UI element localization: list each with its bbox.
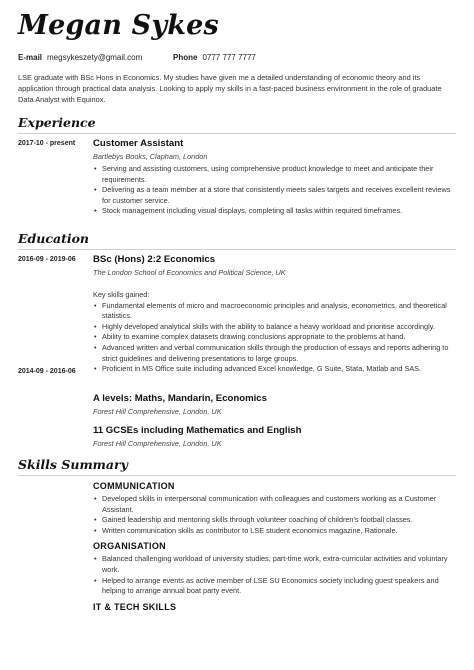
education-divider xyxy=(18,249,456,250)
skill-bullets xyxy=(93,494,455,536)
phone-group xyxy=(173,53,373,62)
education-date: 2016-09 - 2019-06 xyxy=(18,256,76,263)
list-item: • Helped to arrange events as active member of LSE SU Economics society including guest speakers and helping to arrange annual boat party event. xyxy=(93,576,455,597)
skills-list xyxy=(93,481,455,612)
skills-divider xyxy=(18,475,456,476)
school-name: Forest Hill Comprehensive, London, UK xyxy=(93,407,222,416)
degree-title: 11 GCSEs including Mathematics and English xyxy=(93,425,302,436)
employer: Bartlebys Books, Clapham, London xyxy=(93,152,208,161)
key-skills-intro: Key skills gained: xyxy=(93,290,150,299)
education-entry-alevels xyxy=(93,393,455,416)
education-entry-gcse xyxy=(93,425,455,448)
degree-title: A levels: Maths, Mandarin, Economics xyxy=(93,393,267,404)
list-item: • Stock management including visual displays, completing all tasks within required timeframes. xyxy=(93,206,455,217)
skills-heading: Skills Summary xyxy=(18,457,128,472)
profile-summary: LSE graduate with BSc Hons in Economics. My studies have given me a detailed understanding of economic theory and its application through practical data analysis. Looking to apply my skills in a fast-paced business environment in the role of graduate Data Analyst with Equinox. xyxy=(18,73,442,104)
list-item: • Proficient in MS Office suite including advanced Excel knowledge, G Suite, Stata, Matlab and SAS. xyxy=(93,364,455,375)
list-item: • Ability to examine complex datasets drawing conclusions appropriate to the problems at hand. xyxy=(93,332,455,343)
list-item: • Gained leadership and mentoring skills through volunteer coaching of children's football classes. xyxy=(93,515,455,526)
skill-bullets xyxy=(93,554,455,596)
degree-bullets xyxy=(93,301,455,375)
job-bullets xyxy=(93,164,455,217)
experience-divider xyxy=(18,133,456,134)
skill-group-heading: IT & TECH SKILLS xyxy=(93,601,177,612)
school-name: Forest Hill Comprehensive, London, UK xyxy=(93,439,222,448)
experience-heading: Experience xyxy=(18,115,96,130)
list-item: • Written communication skills as contributor to LSE student economics magazine, Rationale. xyxy=(93,526,455,537)
list-item: • Delivering as a team member at a store that consistently meets sales targets and receives excellent reviews for customer service. xyxy=(93,185,455,206)
list-item: • Advanced written and verbal communication skills through the production of essays and reports adhering to strict guidelines and delivering presentations to large groups. xyxy=(93,343,455,364)
phone-value: 0777 777 7777 xyxy=(202,53,256,62)
list-item: • Fundamental elements of micro and macroeconomic principles and analysis, econometrics, and theoretical statistics. xyxy=(93,301,455,322)
experience-date: 2017-10 - present xyxy=(18,140,76,147)
education-heading: Education xyxy=(18,231,90,246)
skill-group-heading: COMMUNICATION xyxy=(93,481,175,491)
job-title: Customer Assistant xyxy=(93,138,184,149)
education-entry-degree xyxy=(93,254,455,375)
email-group xyxy=(18,53,142,62)
list-item: • Highly developed analytical skills with the ability to balance a heavy workload and prioritise accordingly. xyxy=(93,322,455,333)
school-name: The London School of Economics and Political Science, UK xyxy=(93,268,286,277)
education-date: 2014-09 - 2016-06 xyxy=(18,368,76,375)
email-label: E-mail xyxy=(18,53,43,62)
experience-entry xyxy=(93,138,455,217)
email-value[interactable]: megsykeszety@gmail.com xyxy=(47,53,143,62)
list-item: • Serving and assisting customers, using comprehensive product knowledge to meet and anticipate their requirements. xyxy=(93,164,455,185)
degree-title: BSc (Hons) 2:2 Economics xyxy=(93,254,216,265)
list-item: • Balanced challenging workload of university studies, part-time work, extra-curricular activities and voluntary work. xyxy=(93,554,455,575)
candidate-name: Megan Sykes xyxy=(18,10,219,41)
skill-group-heading: ORGANISATION xyxy=(93,541,166,552)
contact-row xyxy=(18,53,256,62)
phone-label: Phone xyxy=(173,53,198,62)
list-item: • Developed skills in interpersonal communication with colleagues and customers working as a Customer Assistant. xyxy=(93,494,455,515)
